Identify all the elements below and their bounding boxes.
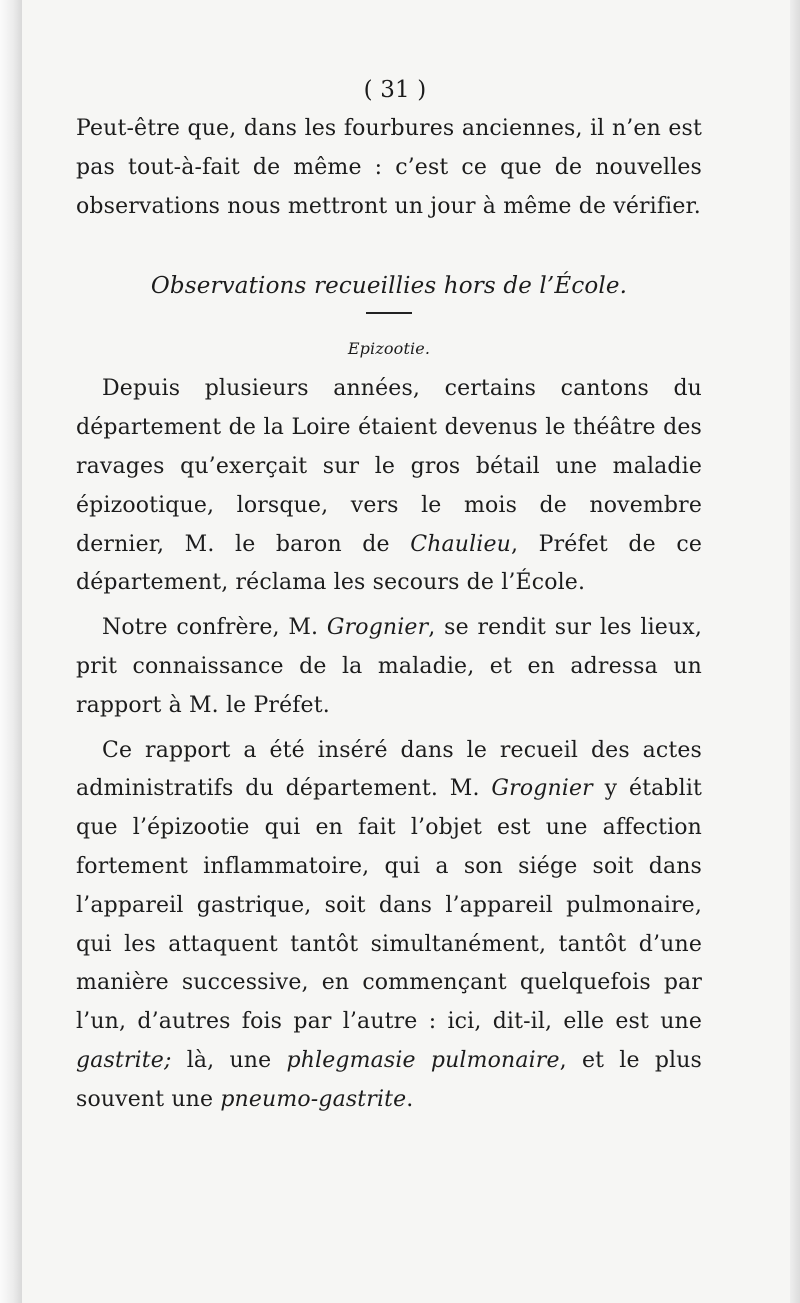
opening-paragraph: Peut-être que, dans les fourbures anciennes, il n’en est pas tout-à-fait de même : c’est ce que de nouvelles observations nous mettront un jour à même de vérifier.: [76, 116, 702, 219]
paragraph-notre-confrere: [76, 609, 702, 725]
name-grognier: Grognier: [326, 615, 429, 641]
name-chaulieu: Chaulieu: [410, 531, 511, 557]
paragraph-ce-rapport: [76, 732, 702, 1120]
paragraph-text: Notre confrère, M.: [102, 615, 327, 641]
paragraph-text: , et le plus souvent une: [76, 1047, 702, 1112]
page-edge: [790, 0, 800, 1303]
page-gutter-shadow: [0, 0, 22, 1303]
paragraph-text: .: [406, 1086, 414, 1112]
page-number: ( 31 ): [363, 77, 427, 103]
paragraph-depuis: [76, 370, 702, 603]
subsection-title: Epizootie.: [347, 339, 431, 359]
paragraph-text: , se rendit sur les lieux, prit connaissance de la maladie, et en adressa un rapport à M. le Préfet.: [76, 615, 702, 718]
paragraph-text: y établit que l’épizootie qui en fait l’objet est une affection fortement inflammatoire, qui a son siége soit dans l’appareil gastrique, soit dans l’appareil pulmonaire, qui les attaquent tantôt simultanément, tantôt d’une manière successive, en commençant quelquefois par l’un, d’autres fois par l’autre : ici, dit-il, elle est une: [76, 776, 702, 1035]
title-rule: [366, 312, 412, 314]
page-text: [76, 70, 702, 1120]
name-grognier: Grognier: [491, 776, 593, 802]
term-phlegmasie: phlegmasie pulmonaire: [286, 1047, 560, 1073]
paragraph-text: , Préfet de ce département, réclama les secours de l’École.: [76, 531, 702, 596]
paragraph-text: Ce rapport a été inséré dans le recueil des actes administratifs du département. M.: [76, 737, 702, 802]
paragraph-text: Depuis plusieurs années, certains cantons du département de la Loire étaient devenus le théâtre des ravages qu’exerçait sur le gros bétail une maladie épizootique, lorsque, vers le mois de novembre dernier, M. le baron de: [76, 376, 702, 557]
term-pneumo-gastrite: pneumo-gastrite: [220, 1086, 407, 1112]
term-gastrite: gastrite;: [76, 1047, 172, 1073]
paragraph-text: là, une: [171, 1047, 287, 1073]
section-title: Observations recueillies hors de l’École.: [150, 273, 628, 300]
